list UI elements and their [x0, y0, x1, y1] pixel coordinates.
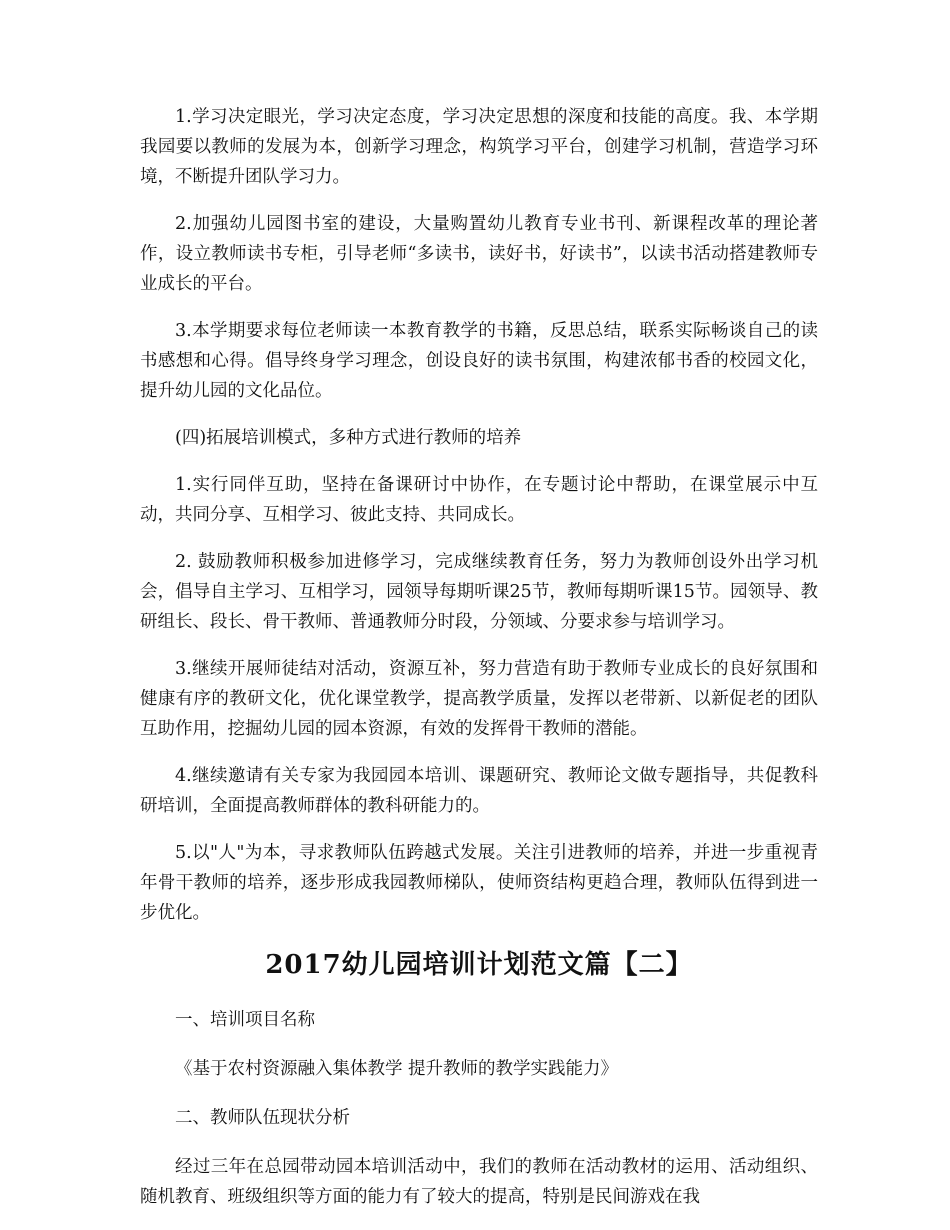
paragraph-learning-vision: 1.学习决定眼光，学习决定态度，学习决定思想的深度和技能的高度。我、本学期我园要以教师的发展为本，创新学习理念，构筑学习平台，创建学习机制，营造学习环境，不断提升团队学习力。 [140, 107, 818, 187]
paragraph-mentoring: 3.继续开展师徒结对活动，资源互补，努力营造有助于教师专业成长的良好氛围和健康有序的教研文化，优化课堂教学，提高教学质量，发挥以老带新、以新促老的团队互助作用，挖掘幼儿园的园本资源，有效的发挥骨干教师的潜能。 [140, 659, 818, 739]
subheading-training-mode: (四)拓展培训模式，多种方式进行教师的培养 [175, 428, 522, 448]
section-2-title: 二、教师队伍现状分析 [175, 1108, 350, 1128]
paragraph-reading-requirement: 3.本学期要求每位老师读一本教育教学的书籍，反思总结，联系实际畅谈自己的读书感想和心得。倡导终身学习理念，创设良好的读书氛围，构建浓郁书香的校园文化，提升幼儿园的文化品位。 [140, 321, 818, 401]
paragraph-peer-support: 1.实行同伴互助，坚持在备课研讨中协作，在专题讨论中帮助，在课堂展示中互动，共同分享、互相学习、彼此支持、共同成长。 [140, 475, 818, 525]
paragraph-expert-guidance: 4.继续邀请有关专家为我园园本培训、课题研究、教师论文做专题指导，共促教科研培训，全面提高教师群体的教科研能力的。 [140, 766, 818, 816]
section-1-title: 一、培训项目名称 [175, 1010, 315, 1030]
paragraph-people-oriented: 5.以"人"为本，寻求教师队伍跨越式发展。关注引进教师的培养，并进一步重视青年骨干教师的培养，逐步形成我园教师梯队，使师资结构更趋合理，教师队伍得到进一步优化。 [140, 843, 818, 923]
section-1-body: 《基于农村资源融入集体教学 提升教师的教学实践能力》 [175, 1059, 619, 1079]
section-2-body: 经过三年在总园带动园本培训活动中，我们的教师在活动教材的运用、活动组织、随机教育、班级组织等方面的能力有了较大的提高，特别是民间游戏在我 [140, 1157, 818, 1207]
section-heading: 2017幼儿园培训计划范文篇【二】 [265, 950, 693, 980]
paragraph-library-building: 2.加强幼儿园图书室的建设，大量购置幼儿教育专业书刊、新课程改革的理论著作，设立教师读书专柜，引导老师“多读书，读好书，好读书”，以读书活动搭建教师专业成长的平台。 [140, 214, 818, 294]
paragraph-further-study: 2. 鼓励教师积极参加进修学习，完成继续教育任务，努力为教师创设外出学习机会，倡导自主学习、互相学习，园领导每期听课25节，教师每期听课15节。园领导、教研组长、段长、骨干教师、普通教师分时段，分领域、分要求参与培训学习。 [140, 552, 818, 632]
document-page [140, 102, 818, 1229]
